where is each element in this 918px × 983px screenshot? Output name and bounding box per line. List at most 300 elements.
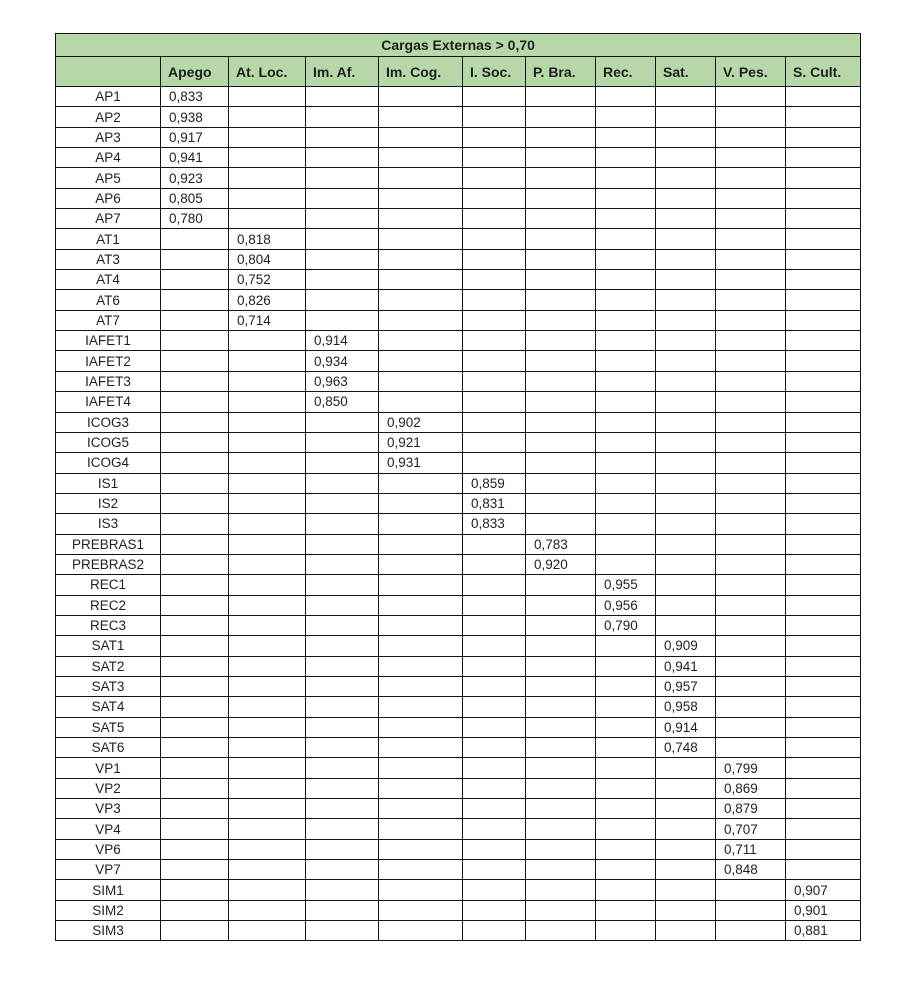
empty-cell (306, 900, 379, 920)
empty-cell (161, 493, 229, 513)
empty-cell (716, 636, 786, 656)
empty-cell (229, 127, 306, 147)
empty-cell (161, 290, 229, 310)
empty-cell (786, 229, 861, 249)
empty-cell (161, 758, 229, 778)
empty-cell (463, 697, 526, 717)
empty-cell (379, 554, 463, 574)
empty-cell (716, 290, 786, 310)
empty-cell (596, 107, 656, 127)
column-header: Sat. (656, 57, 716, 87)
loading-value: 0,752 (229, 270, 306, 290)
empty-cell (656, 554, 716, 574)
empty-cell (306, 738, 379, 758)
row-label: SIM3 (56, 921, 161, 941)
empty-cell (229, 656, 306, 676)
empty-cell (786, 697, 861, 717)
empty-cell (656, 799, 716, 819)
empty-cell (656, 595, 716, 615)
empty-cell (306, 209, 379, 229)
empty-cell (161, 371, 229, 391)
table-row (56, 860, 861, 880)
empty-cell (379, 717, 463, 737)
empty-cell (161, 799, 229, 819)
empty-cell (379, 249, 463, 269)
loading-value: 0,909 (656, 636, 716, 656)
empty-cell (716, 168, 786, 188)
empty-cell (596, 249, 656, 269)
empty-cell (596, 127, 656, 147)
empty-cell (306, 229, 379, 249)
table-row (56, 595, 861, 615)
row-label: AT1 (56, 229, 161, 249)
empty-cell (229, 87, 306, 107)
empty-cell (379, 595, 463, 615)
empty-cell (463, 738, 526, 758)
empty-cell (229, 331, 306, 351)
empty-cell (229, 717, 306, 737)
empty-cell (229, 107, 306, 127)
empty-cell (379, 534, 463, 554)
row-label: SAT5 (56, 717, 161, 737)
column-header: Apego (161, 57, 229, 87)
empty-cell (161, 900, 229, 920)
loading-value: 0,931 (379, 453, 463, 473)
empty-cell (526, 453, 596, 473)
loading-value: 0,805 (161, 188, 229, 208)
empty-cell (229, 188, 306, 208)
loading-value: 0,711 (716, 839, 786, 859)
table-row (56, 432, 861, 452)
loading-value: 0,956 (596, 595, 656, 615)
empty-cell (379, 168, 463, 188)
empty-cell (526, 351, 596, 371)
row-label: PREBRAS1 (56, 534, 161, 554)
empty-cell (229, 168, 306, 188)
empty-cell (229, 860, 306, 880)
row-label: SIM2 (56, 900, 161, 920)
table-title: Cargas Externas > 0,70 (56, 34, 861, 57)
empty-cell (716, 595, 786, 615)
loading-value: 0,826 (229, 290, 306, 310)
empty-cell (656, 148, 716, 168)
loading-value: 0,901 (786, 900, 861, 920)
empty-cell (306, 107, 379, 127)
empty-cell (656, 473, 716, 493)
empty-cell (716, 534, 786, 554)
empty-cell (786, 412, 861, 432)
loading-value: 0,714 (229, 310, 306, 330)
empty-cell (596, 371, 656, 391)
empty-cell (786, 432, 861, 452)
empty-cell (463, 351, 526, 371)
empty-cell (716, 87, 786, 107)
empty-cell (306, 270, 379, 290)
loading-value: 0,934 (306, 351, 379, 371)
loading-value: 0,955 (596, 575, 656, 595)
empty-cell (596, 432, 656, 452)
table-row (56, 310, 861, 330)
empty-cell (229, 900, 306, 920)
loading-value: 0,783 (526, 534, 596, 554)
row-label: VP4 (56, 819, 161, 839)
empty-cell (161, 310, 229, 330)
loading-value: 0,780 (161, 209, 229, 229)
empty-cell (463, 880, 526, 900)
empty-cell (786, 778, 861, 798)
empty-cell (596, 412, 656, 432)
empty-cell (463, 412, 526, 432)
empty-cell (656, 87, 716, 107)
empty-cell (463, 819, 526, 839)
empty-cell (306, 432, 379, 452)
row-label: VP7 (56, 860, 161, 880)
empty-cell (716, 656, 786, 676)
empty-cell (526, 229, 596, 249)
table-row (56, 778, 861, 798)
empty-cell (656, 249, 716, 269)
table-row (56, 412, 861, 432)
table-row (56, 554, 861, 574)
empty-cell (786, 514, 861, 534)
empty-cell (229, 676, 306, 696)
empty-cell (306, 636, 379, 656)
column-header: I. Soc. (463, 57, 526, 87)
empty-cell (306, 839, 379, 859)
empty-cell (526, 676, 596, 696)
empty-cell (229, 412, 306, 432)
row-label: VP2 (56, 778, 161, 798)
empty-cell (596, 819, 656, 839)
empty-cell (716, 453, 786, 473)
row-label: PREBRAS2 (56, 554, 161, 574)
table-row (56, 575, 861, 595)
loading-value: 0,831 (463, 493, 526, 513)
empty-cell (716, 554, 786, 574)
empty-cell (526, 636, 596, 656)
empty-cell (656, 188, 716, 208)
row-label: IS2 (56, 493, 161, 513)
empty-cell (306, 697, 379, 717)
empty-cell (229, 595, 306, 615)
empty-cell (229, 880, 306, 900)
empty-cell (716, 697, 786, 717)
empty-cell (379, 209, 463, 229)
empty-cell (656, 860, 716, 880)
empty-cell (596, 636, 656, 656)
empty-cell (656, 778, 716, 798)
loading-value: 0,848 (716, 860, 786, 880)
empty-cell (463, 615, 526, 635)
empty-cell (656, 493, 716, 513)
empty-cell (786, 636, 861, 656)
empty-cell (656, 371, 716, 391)
empty-cell (596, 331, 656, 351)
row-label: AP6 (56, 188, 161, 208)
empty-cell (656, 880, 716, 900)
empty-cell (596, 168, 656, 188)
empty-cell (463, 778, 526, 798)
table-row (56, 290, 861, 310)
empty-cell (596, 554, 656, 574)
empty-cell (463, 310, 526, 330)
loading-value: 0,879 (716, 799, 786, 819)
table-row (56, 87, 861, 107)
empty-cell (463, 453, 526, 473)
empty-cell (716, 493, 786, 513)
empty-cell (379, 860, 463, 880)
empty-cell (786, 595, 861, 615)
empty-cell (306, 493, 379, 513)
empty-cell (463, 432, 526, 452)
loading-value: 0,748 (656, 738, 716, 758)
empty-cell (463, 249, 526, 269)
column-header: Im. Cog. (379, 57, 463, 87)
empty-cell (161, 738, 229, 758)
empty-cell (596, 493, 656, 513)
empty-cell (229, 351, 306, 371)
table-row (56, 799, 861, 819)
row-label: AP1 (56, 87, 161, 107)
table-row (56, 656, 861, 676)
loading-value: 0,881 (786, 921, 861, 941)
row-label: SAT1 (56, 636, 161, 656)
empty-cell (526, 778, 596, 798)
empty-cell (656, 392, 716, 412)
empty-cell (596, 270, 656, 290)
empty-cell (656, 412, 716, 432)
empty-cell (716, 148, 786, 168)
empty-cell (526, 839, 596, 859)
empty-cell (379, 839, 463, 859)
empty-cell (786, 534, 861, 554)
loading-value: 0,921 (379, 432, 463, 452)
empty-cell (526, 371, 596, 391)
empty-cell (786, 249, 861, 269)
table-row (56, 738, 861, 758)
empty-cell (656, 453, 716, 473)
empty-cell (786, 392, 861, 412)
empty-cell (161, 534, 229, 554)
empty-cell (379, 351, 463, 371)
empty-cell (716, 432, 786, 452)
column-header: P. Bra. (526, 57, 596, 87)
empty-cell (786, 270, 861, 290)
empty-cell (526, 595, 596, 615)
empty-cell (786, 493, 861, 513)
empty-cell (306, 412, 379, 432)
empty-cell (463, 595, 526, 615)
empty-cell (161, 921, 229, 941)
table-row (56, 880, 861, 900)
empty-cell (379, 880, 463, 900)
empty-cell (656, 168, 716, 188)
loading-value: 0,818 (229, 229, 306, 249)
empty-cell (786, 839, 861, 859)
table-row (56, 249, 861, 269)
empty-cell (526, 493, 596, 513)
empty-cell (786, 188, 861, 208)
empty-cell (526, 473, 596, 493)
empty-cell (229, 921, 306, 941)
empty-cell (716, 412, 786, 432)
empty-cell (526, 127, 596, 147)
row-label: ICOG4 (56, 453, 161, 473)
empty-cell (656, 290, 716, 310)
empty-cell (229, 392, 306, 412)
empty-cell (463, 107, 526, 127)
loading-value: 0,917 (161, 127, 229, 147)
empty-cell (379, 290, 463, 310)
row-label: AP7 (56, 209, 161, 229)
empty-cell (229, 758, 306, 778)
empty-cell (656, 229, 716, 249)
column-header: Rec. (596, 57, 656, 87)
empty-cell (379, 371, 463, 391)
loading-value: 0,907 (786, 880, 861, 900)
empty-cell (463, 554, 526, 574)
row-label: AP5 (56, 168, 161, 188)
empty-cell (463, 717, 526, 737)
empty-cell (596, 676, 656, 696)
empty-cell (463, 900, 526, 920)
empty-cell (306, 290, 379, 310)
empty-cell (786, 168, 861, 188)
empty-cell (716, 738, 786, 758)
empty-cell (656, 432, 716, 452)
empty-cell (306, 575, 379, 595)
empty-cell (596, 148, 656, 168)
column-header: At. Loc. (229, 57, 306, 87)
empty-cell (463, 575, 526, 595)
empty-cell (596, 656, 656, 676)
empty-cell (596, 514, 656, 534)
row-label: AT3 (56, 249, 161, 269)
empty-cell (306, 310, 379, 330)
row-label: IAFET2 (56, 351, 161, 371)
empty-cell (526, 717, 596, 737)
row-label: REC1 (56, 575, 161, 595)
loading-value: 0,902 (379, 412, 463, 432)
empty-cell (526, 148, 596, 168)
loading-value: 0,833 (463, 514, 526, 534)
empty-cell (379, 819, 463, 839)
empty-cell (229, 453, 306, 473)
empty-cell (596, 839, 656, 859)
empty-cell (526, 860, 596, 880)
empty-cell (379, 575, 463, 595)
empty-cell (379, 758, 463, 778)
empty-cell (596, 860, 656, 880)
loading-value: 0,958 (656, 697, 716, 717)
empty-cell (656, 819, 716, 839)
empty-cell (161, 270, 229, 290)
table-row (56, 168, 861, 188)
empty-cell (596, 717, 656, 737)
row-label: AT7 (56, 310, 161, 330)
empty-cell (656, 514, 716, 534)
empty-cell (656, 209, 716, 229)
empty-cell (229, 493, 306, 513)
empty-cell (161, 412, 229, 432)
table-row (56, 331, 861, 351)
empty-cell (463, 758, 526, 778)
row-label: AP3 (56, 127, 161, 147)
table-row (56, 270, 861, 290)
empty-cell (596, 778, 656, 798)
empty-cell (379, 148, 463, 168)
table-row (56, 351, 861, 371)
empty-cell (229, 819, 306, 839)
empty-cell (379, 229, 463, 249)
empty-cell (596, 392, 656, 412)
empty-cell (229, 778, 306, 798)
empty-cell (596, 697, 656, 717)
empty-cell (463, 127, 526, 147)
empty-cell (786, 87, 861, 107)
empty-cell (306, 819, 379, 839)
table-row (56, 615, 861, 635)
empty-cell (526, 656, 596, 676)
empty-cell (526, 880, 596, 900)
empty-cell (596, 87, 656, 107)
empty-cell (656, 127, 716, 147)
empty-cell (716, 514, 786, 534)
empty-cell (596, 351, 656, 371)
row-label: IAFET3 (56, 371, 161, 391)
empty-cell (463, 148, 526, 168)
column-header: Im. Af. (306, 57, 379, 87)
empty-cell (463, 799, 526, 819)
empty-cell (716, 331, 786, 351)
empty-cell (526, 819, 596, 839)
empty-cell (306, 615, 379, 635)
row-label: REC3 (56, 615, 161, 635)
empty-cell (526, 290, 596, 310)
row-label: IAFET4 (56, 392, 161, 412)
row-label: AT4 (56, 270, 161, 290)
empty-cell (161, 778, 229, 798)
empty-cell (161, 554, 229, 574)
table-row (56, 819, 861, 839)
table-row (56, 921, 861, 941)
empty-cell (229, 554, 306, 574)
row-label: AT6 (56, 290, 161, 310)
loading-value: 0,914 (656, 717, 716, 737)
table-row (56, 209, 861, 229)
empty-cell (596, 880, 656, 900)
empty-cell (716, 717, 786, 737)
empty-cell (786, 127, 861, 147)
empty-cell (306, 87, 379, 107)
empty-cell (229, 839, 306, 859)
empty-cell (656, 615, 716, 635)
empty-cell (229, 148, 306, 168)
empty-cell (306, 148, 379, 168)
loading-value: 0,799 (716, 758, 786, 778)
empty-cell (786, 453, 861, 473)
empty-cell (161, 615, 229, 635)
empty-cell (306, 860, 379, 880)
empty-cell (786, 615, 861, 635)
empty-cell (229, 615, 306, 635)
external-loadings-table (55, 33, 861, 941)
column-header: V. Pes. (716, 57, 786, 87)
empty-cell (463, 290, 526, 310)
empty-cell (656, 575, 716, 595)
empty-cell (716, 371, 786, 391)
empty-cell (526, 188, 596, 208)
